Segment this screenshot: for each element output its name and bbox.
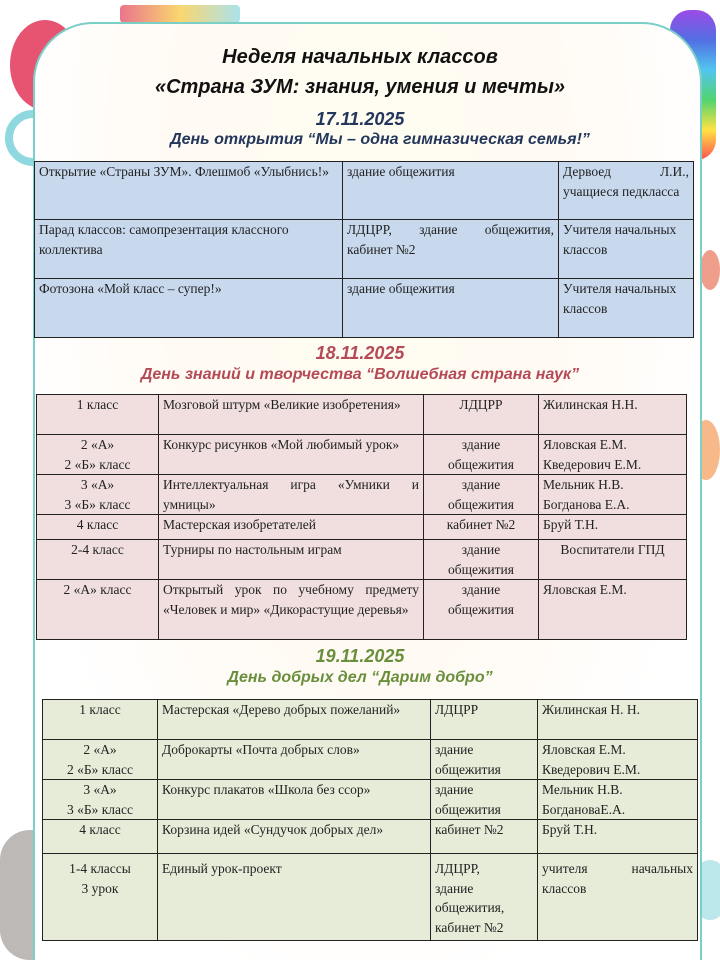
- day3-date: 19.11.2025: [315, 646, 405, 666]
- responsible-cell: Воспитатели ГПД: [539, 540, 687, 580]
- table-row: [35, 220, 694, 279]
- event-cell: Открытый урок по учебному предмету «Человек и мир» «Дикорастущие деревья»: [159, 580, 424, 640]
- place-cell: здание общежития: [343, 162, 559, 220]
- grade-cell: 2 «А» 2 «Б» класс: [43, 740, 158, 780]
- grade-cell: 1 класс: [37, 395, 159, 435]
- place-cell: кабинет №2: [424, 515, 539, 540]
- responsible-cell: Мельник Н.В. Богданова Е.А.: [539, 475, 687, 515]
- table-row: [35, 279, 694, 338]
- responsible-cell: Жилинская Н.Н.: [539, 395, 687, 435]
- responsible-cell: Дервоед Л.И., учащиеся педкласса: [559, 162, 694, 220]
- day1-subtitle: День открытия “Мы – одна гимназическая семья!”: [170, 131, 590, 148]
- grade-cell: 2-4 класс: [37, 540, 159, 580]
- responsible-cell: Учителя начальных классов: [559, 220, 694, 279]
- day2-subtitle: День знаний и творчества “Волшебная страна наук”: [140, 366, 580, 383]
- place-cell: здание общежития: [424, 475, 539, 515]
- page-title-line1: Неделя начальных классов: [222, 46, 498, 68]
- table-row: [37, 395, 687, 435]
- place-cell: здание общежития: [424, 540, 539, 580]
- day1-date: 17.11.2025: [315, 109, 405, 129]
- grade-cell: 2 «А» класс: [37, 580, 159, 640]
- table-row: [37, 435, 687, 475]
- event-cell: Конкурс рисунков «Мой любимый урок»: [159, 435, 424, 475]
- place-cell: здание общежития: [424, 435, 539, 475]
- table-row: [43, 700, 698, 740]
- place-cell: здание общежития: [431, 740, 538, 780]
- grade-cell: 1 класс: [43, 700, 158, 740]
- place-cell: здание общежития: [431, 780, 538, 820]
- place-cell: ЛДЦРР: [424, 395, 539, 435]
- event-cell: Доброкарты «Почта добрых слов»: [158, 740, 431, 780]
- page-title-line2: «Страна ЗУМ: знания, умения и мечты»: [154, 76, 566, 98]
- place-cell: здание общежития: [424, 580, 539, 640]
- event-cell: Парад классов: самопрезентация классного коллектива: [35, 220, 343, 279]
- responsible-cell: Бруй Т.Н.: [538, 820, 698, 854]
- table-row: [43, 780, 698, 820]
- table-row: [35, 162, 694, 220]
- table-row: [37, 475, 687, 515]
- table-row: [43, 820, 698, 854]
- day3-subtitle: День добрых дел “Дарим добро”: [227, 669, 493, 686]
- place-cell: здание общежития: [343, 279, 559, 338]
- grade-cell: 4 класс: [43, 820, 158, 854]
- event-cell: Интеллектуальная игра «Умники и умницы»: [159, 475, 424, 515]
- day2-schedule-table: [36, 394, 687, 640]
- responsible-cell: учителя начальных классов: [538, 854, 698, 941]
- day3-schedule-table: [42, 699, 698, 941]
- table-row: [37, 515, 687, 540]
- grade-cell: 3 «А» 3 «Б» класс: [43, 780, 158, 820]
- place-cell: ЛДЦРР: [431, 700, 538, 740]
- place-cell: ЛДЦРР, здание общежития, кабинет №2: [431, 854, 538, 941]
- grade-cell: 2 «А» 2 «Б» класс: [37, 435, 159, 475]
- table-row: [37, 540, 687, 580]
- responsible-cell: Бруй Т.Н.: [539, 515, 687, 540]
- table-row: [37, 580, 687, 640]
- event-cell: Корзина идей «Сундучок добрых дел»: [158, 820, 431, 854]
- table-row: [43, 740, 698, 780]
- event-cell: Мозговой штурм «Великие изобретения»: [159, 395, 424, 435]
- event-cell: Мастерская «Дерево добрых пожеланий»: [158, 700, 431, 740]
- event-cell: Турниры по настольным играм: [159, 540, 424, 580]
- table-row: [43, 854, 698, 941]
- responsible-cell: Яловская Е.М. Кведерович Е.М.: [539, 435, 687, 475]
- day1-schedule-table: [34, 161, 694, 338]
- grade-cell: 4 класс: [37, 515, 159, 540]
- responsible-cell: Яловская Е.М. Кведерович Е.М.: [538, 740, 698, 780]
- grade-cell: 1-4 классы 3 урок: [43, 854, 158, 941]
- responsible-cell: Учителя начальных классов: [559, 279, 694, 338]
- event-cell: Конкурс плакатов «Школа без ссор»: [158, 780, 431, 820]
- event-cell: Открытие «Страны ЗУМ». Флешмоб «Улыбнись!»: [35, 162, 343, 220]
- place-cell: ЛДЦРР, здание общежития, кабинет №2: [343, 220, 559, 279]
- responsible-cell: Мельник Н.В. БогдановаЕ.А.: [538, 780, 698, 820]
- responsible-cell: Яловская Е.М.: [539, 580, 687, 640]
- day2-date: 18.11.2025: [315, 343, 405, 363]
- grade-cell: 3 «А» 3 «Б» класс: [37, 475, 159, 515]
- place-cell: кабинет №2: [431, 820, 538, 854]
- event-cell: Единый урок-проект: [158, 854, 431, 941]
- event-cell: Фотозона «Мой класс – супер!»: [35, 279, 343, 338]
- event-cell: Мастерская изобретателей: [159, 515, 424, 540]
- responsible-cell: Жилинская Н. Н.: [538, 700, 698, 740]
